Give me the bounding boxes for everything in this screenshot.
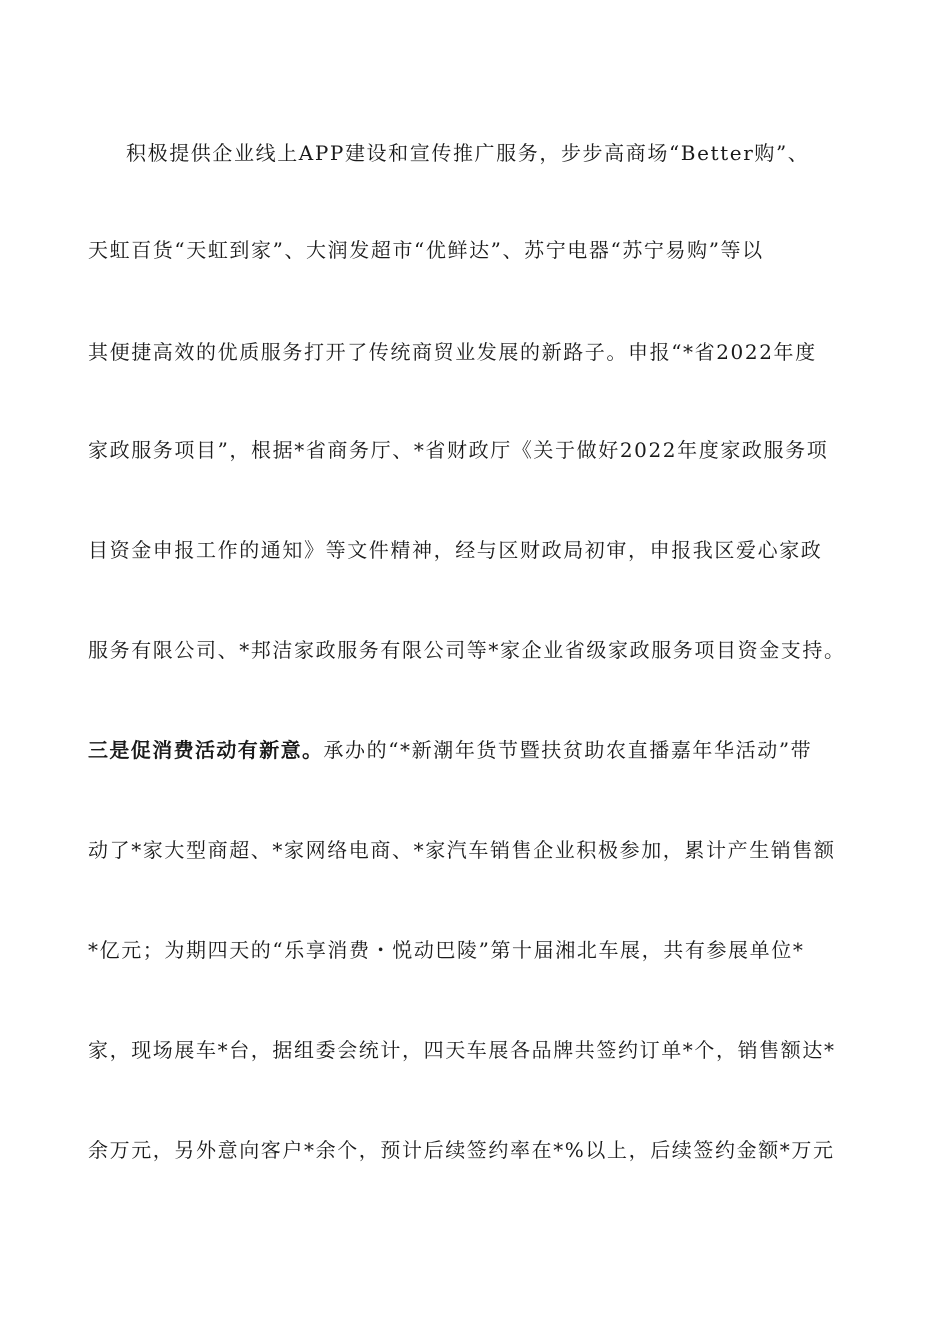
paragraph-line-5: 目资金申报工作的通知》等文件精神，经与区财政局初审，申报我区爱心家政 [88, 538, 823, 562]
paragraph-line-10: 家，现场展车*台，据组委会统计，四天车展各品牌共签约订单*个，销售额达* [88, 1038, 836, 1062]
section-heading-line [88, 736, 878, 764]
paragraph-line-1: 积极提供企业线上APP建设和宣传推广服务，步步高商场“Better购”、 [126, 141, 810, 165]
paragraph-line-8: 动了*家大型商超、*家网络电商、*家汽车销售企业积极参加，累计产生销售额 [88, 838, 836, 862]
paragraph-line-9: *亿元；为期四天的“乐享消费・悦动巴陵”第十届湘北车展，共有参展单位* [88, 938, 805, 962]
section-heading-rest: 承办的“*新潮年货节暨扶贫助农直播嘉年华活动”带 [323, 738, 813, 762]
paragraph-line-11: 余万元，另外意向客户*余个，预计后续签约率在*%以上，后续签约金额*万元 [88, 1138, 835, 1162]
section-heading-lead: 三是促消费活动有新意。 [88, 738, 324, 762]
paragraph-line-6: 服务有限公司、*邦洁家政服务有限公司等*家企业省级家政服务项目资金支持。 [88, 638, 846, 662]
paragraph-line-4: 家政服务项目”，根据*省商务厅、*省财政厅《关于做好2022年度家政服务项 [88, 438, 829, 462]
paragraph-line-3: 其便捷高效的优质服务打开了传统商贸业发展的新路子。申报“*省2022年度 [88, 340, 817, 364]
paragraph-line-2: 天虹百货“天虹到家”、大润发超市“优鲜达”、苏宁电器“苏宁易购”等以 [88, 238, 764, 262]
